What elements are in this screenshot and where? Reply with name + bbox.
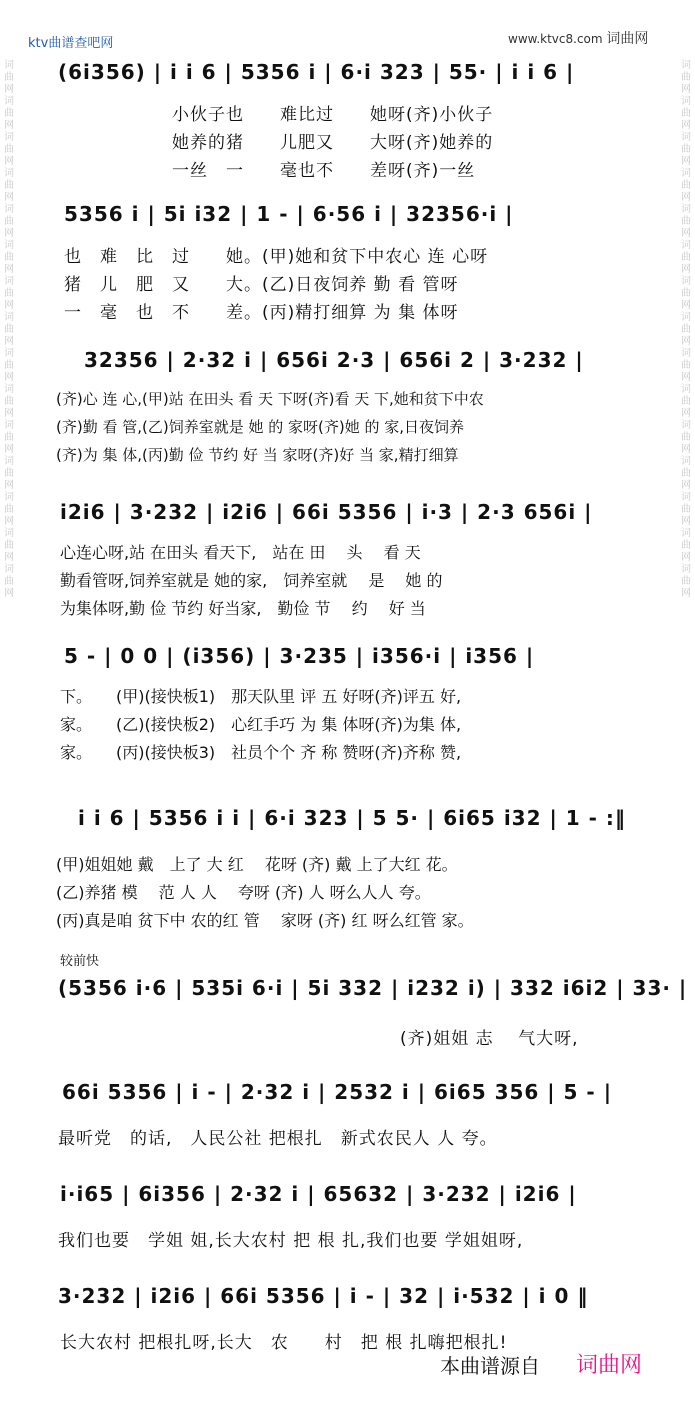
lyric-line-2-2: 猪 儿 肥 又 大。(乙)日夜饲养 勤 看 管呀	[64, 275, 459, 295]
notation-line-5: 5 - | 0 0 | (i356) | 3·235 | i356·i | i356 |	[64, 644, 535, 668]
notation-line-4: i2i6 | 3·232 | i2i6 | 66i 5356 | i·3 | 2·3 656i |	[60, 500, 593, 524]
lyric-line-4-3: 为集体呀,勤 俭 节约 好当家, 勤俭 节 约 好 当	[60, 599, 426, 618]
lyric-line-1-1: 小伙子也 难比过 她呀(齐)小伙子	[172, 105, 494, 125]
site-logo-left: ktv曲谱查吧网	[28, 36, 114, 51]
side-watermark-right: 词曲网词曲网词曲网词曲网词曲网词曲网词曲网词曲网词曲网词曲网词曲网词曲网词曲网词曲网词曲网	[681, 60, 691, 599]
notation-line-2: 5356 i | 5i i32 | 1 - | 6·56 i | 32356·i |	[64, 202, 514, 226]
lyric-line-1-3: 一丝 一 毫也不 差呀(齐)一丝	[172, 161, 476, 181]
lyric-line-4-1: 心连心呀,站 在田头 看天下, 站在 田 头 看 天	[60, 543, 421, 562]
lyric-line-3-2: (齐)勤 看 管,(乙)饲养室就是 她 的 家呀(齐)她 的 家,日夜饲养	[56, 418, 465, 436]
notation-line-6: i i 6 | 5356 i i | 6·i 323 | 5 5· | 6i65 i32 | 1 - :‖	[78, 806, 626, 830]
footer-source-text: 本曲谱源自	[440, 1354, 540, 1378]
lyric-line-6-3: (丙)真是咱 贫下中 农的红 管 家呀 (齐) 红 呀么红管 家。	[56, 911, 474, 930]
notation-line-1: (6i356) | i i 6 | 5356 i | 6·i 323 | 55· | i i 6 |	[58, 60, 575, 84]
footer-brand-logo: 词曲网	[576, 1353, 643, 1378]
lyric-line-5-1: 下。 (甲)(接快板1) 那天队里 评 五 好呀(齐)评五 好,	[60, 687, 462, 706]
lyric-line-6-1: (甲)姐姐她 戴 上了 大 红 花呀 (齐) 戴 上了大红 花。	[56, 855, 458, 874]
notation-line-7: (5356 i·6 | 535i 6·i | 5i 332 | i232 i) | 332 i6i2 | 33· |	[58, 976, 688, 1000]
lyric-line-3-3: (齐)为 集 体,(丙)勤 俭 节约 好 当 家呀(齐)好 当 家,精打细算	[56, 446, 459, 464]
lyric-line-5-2: 家。 (乙)(接快板2) 心红手巧 为 集 体呀(齐)为集 体,	[60, 715, 462, 734]
lyric-line-2-3: 一 毫 也 不 差。(丙)精打细算 为 集 体呀	[64, 303, 459, 323]
side-watermark-left: 词曲网词曲网词曲网词曲网词曲网词曲网词曲网词曲网词曲网词曲网词曲网词曲网词曲网词曲网词曲网	[4, 60, 14, 599]
lyric-line-8-1: 最听党 的话, 人民公社 把根扎 新式农民人 人 夸。	[58, 1129, 498, 1149]
lyric-line-4-2: 勤看管呀,饲养室就是 她的家, 饲养室就 是 她 的	[60, 571, 443, 590]
lyric-line-7-1: (齐)姐姐 志 气大呀,	[400, 1029, 579, 1049]
lyric-line-9-1: 我们也要 学姐 姐,长大农村 把 根 扎,我们也要 学姐姐呀,	[58, 1231, 524, 1251]
lyric-line-1-2: 她养的猪 儿肥又 大呀(齐)她养的	[172, 133, 494, 153]
site-logo-right	[508, 28, 648, 48]
notation-line-9: i·i65 | 6i356 | 2·32 i | 65632 | 3·232 | i2i6 |	[60, 1182, 577, 1206]
notation-line-8: 66i 5356 | i - | 2·32 i | 2532 i | 6i65 356 | 5 - |	[62, 1080, 612, 1104]
lyric-line-10-1: 长大农村 把根扎呀,长大 农 村 把 根 扎嗨把根扎!	[60, 1333, 508, 1353]
lyric-line-2-1: 也 难 比 过 她。(甲)她和贫下中农心 连 心呀	[64, 247, 489, 267]
lyric-line-3-1: (齐)心 连 心,(甲)站 在田头 看 天 下呀(齐)看 天 下,她和贫下中农	[56, 390, 484, 408]
notation-line-3: 32356 | 2·32 i | 656i 2·3 | 656i 2 | 3·232 |	[84, 348, 584, 372]
site-url: www.ktvc8.com	[508, 32, 603, 46]
lyric-line-5-3: 家。 (丙)(接快板3) 社员个个 齐 称 赞呀(齐)齐称 赞,	[60, 743, 462, 762]
lyric-line-6-2: (乙)养猪 模 范 人 人 夸呀 (齐) 人 呀么人人 夸。	[56, 883, 431, 902]
notation-line-10: 3·232 | i2i6 | 66i 5356 | i - | 32 | i·532 | i 0 ‖	[58, 1284, 589, 1308]
tempo-marking: 较前快	[60, 954, 100, 969]
site-brand: 词曲网	[606, 31, 649, 47]
